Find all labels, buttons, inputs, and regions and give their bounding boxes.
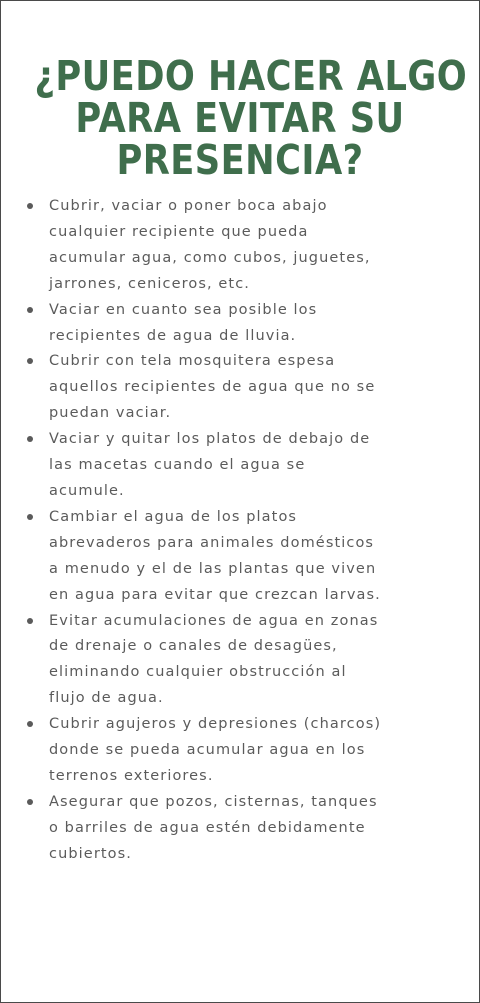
item-text-line: a menudo y el de las plantas que viven (49, 560, 377, 577)
item-text-line: Cubrir, vaciar o poner boca abajo (49, 198, 328, 214)
item-text-line: jarrones, ceniceros, etc. (49, 275, 250, 292)
bullet-icon (27, 799, 33, 805)
item-text-line: de drenaje o canales de desagües, (49, 638, 338, 655)
item-text-line: Evitar acumulaciones de agua en zonas (49, 612, 379, 629)
bullet-icon (27, 436, 33, 442)
item-text-line: Vaciar y quitar los platos de debajo de (49, 431, 371, 448)
item-text-line: Cubrir agujeros y depresiones (charcos) (49, 716, 382, 733)
item-text-line: en agua para evitar que crezcan larvas. (49, 586, 381, 603)
bullet-icon (27, 307, 33, 313)
bullet-icon (27, 514, 33, 520)
item-text-line: o barriles de agua estén debidamente (49, 819, 366, 836)
list-item (23, 349, 463, 427)
item-text-line: las macetas cuando el agua se (49, 457, 306, 474)
item-text-line: donde se pueda acumular agua en los (49, 742, 366, 759)
bullet-icon (27, 203, 33, 209)
item-text-line: recipientes de agua de lluvia. (49, 327, 297, 344)
list-item (23, 790, 463, 868)
list-item (23, 298, 463, 350)
item-text-line: terrenos exteriores. (49, 767, 214, 784)
item-text-line: flujo de agua. (49, 690, 164, 707)
page-title (34, 52, 468, 184)
item-text-line: Cambiar el agua de los platos (49, 508, 298, 525)
item-text-line: Cubrir con tela mosquitera espesa (49, 353, 336, 370)
list-item (23, 712, 463, 790)
item-text-line: cubiertos. (49, 845, 132, 862)
list-item (23, 609, 463, 713)
item-text-line: Asegurar que pozos, cisternas, tanques (49, 793, 378, 810)
bullet-icon (27, 721, 33, 727)
item-text-line: puedan vaciar. (49, 405, 172, 422)
bullet-icon (27, 618, 33, 624)
item-text-line: aquellos recipientes de agua que no se (49, 379, 376, 396)
title-line: ¿PUEDO HACER ALGO (34, 52, 468, 100)
item-text-line: acumular agua, como cubos, juguetes, (49, 249, 371, 266)
list-item (23, 194, 463, 298)
list-item (23, 505, 463, 609)
item-text-line: cualquier recipiente que pueda (49, 223, 309, 240)
item-text-line: Vaciar en cuanto sea posible los (49, 301, 318, 318)
item-text-line: abrevaderos para animales domésticos (49, 534, 375, 551)
title-line: PARA EVITAR SU (75, 94, 405, 142)
title-line: PRESENCIA? (116, 136, 364, 184)
prevention-list (23, 194, 463, 868)
item-text-line: eliminando cualquier obstrucción al (49, 664, 347, 681)
bullet-icon (27, 358, 33, 364)
item-text-line: acumule. (49, 482, 125, 499)
list-item (23, 427, 463, 505)
